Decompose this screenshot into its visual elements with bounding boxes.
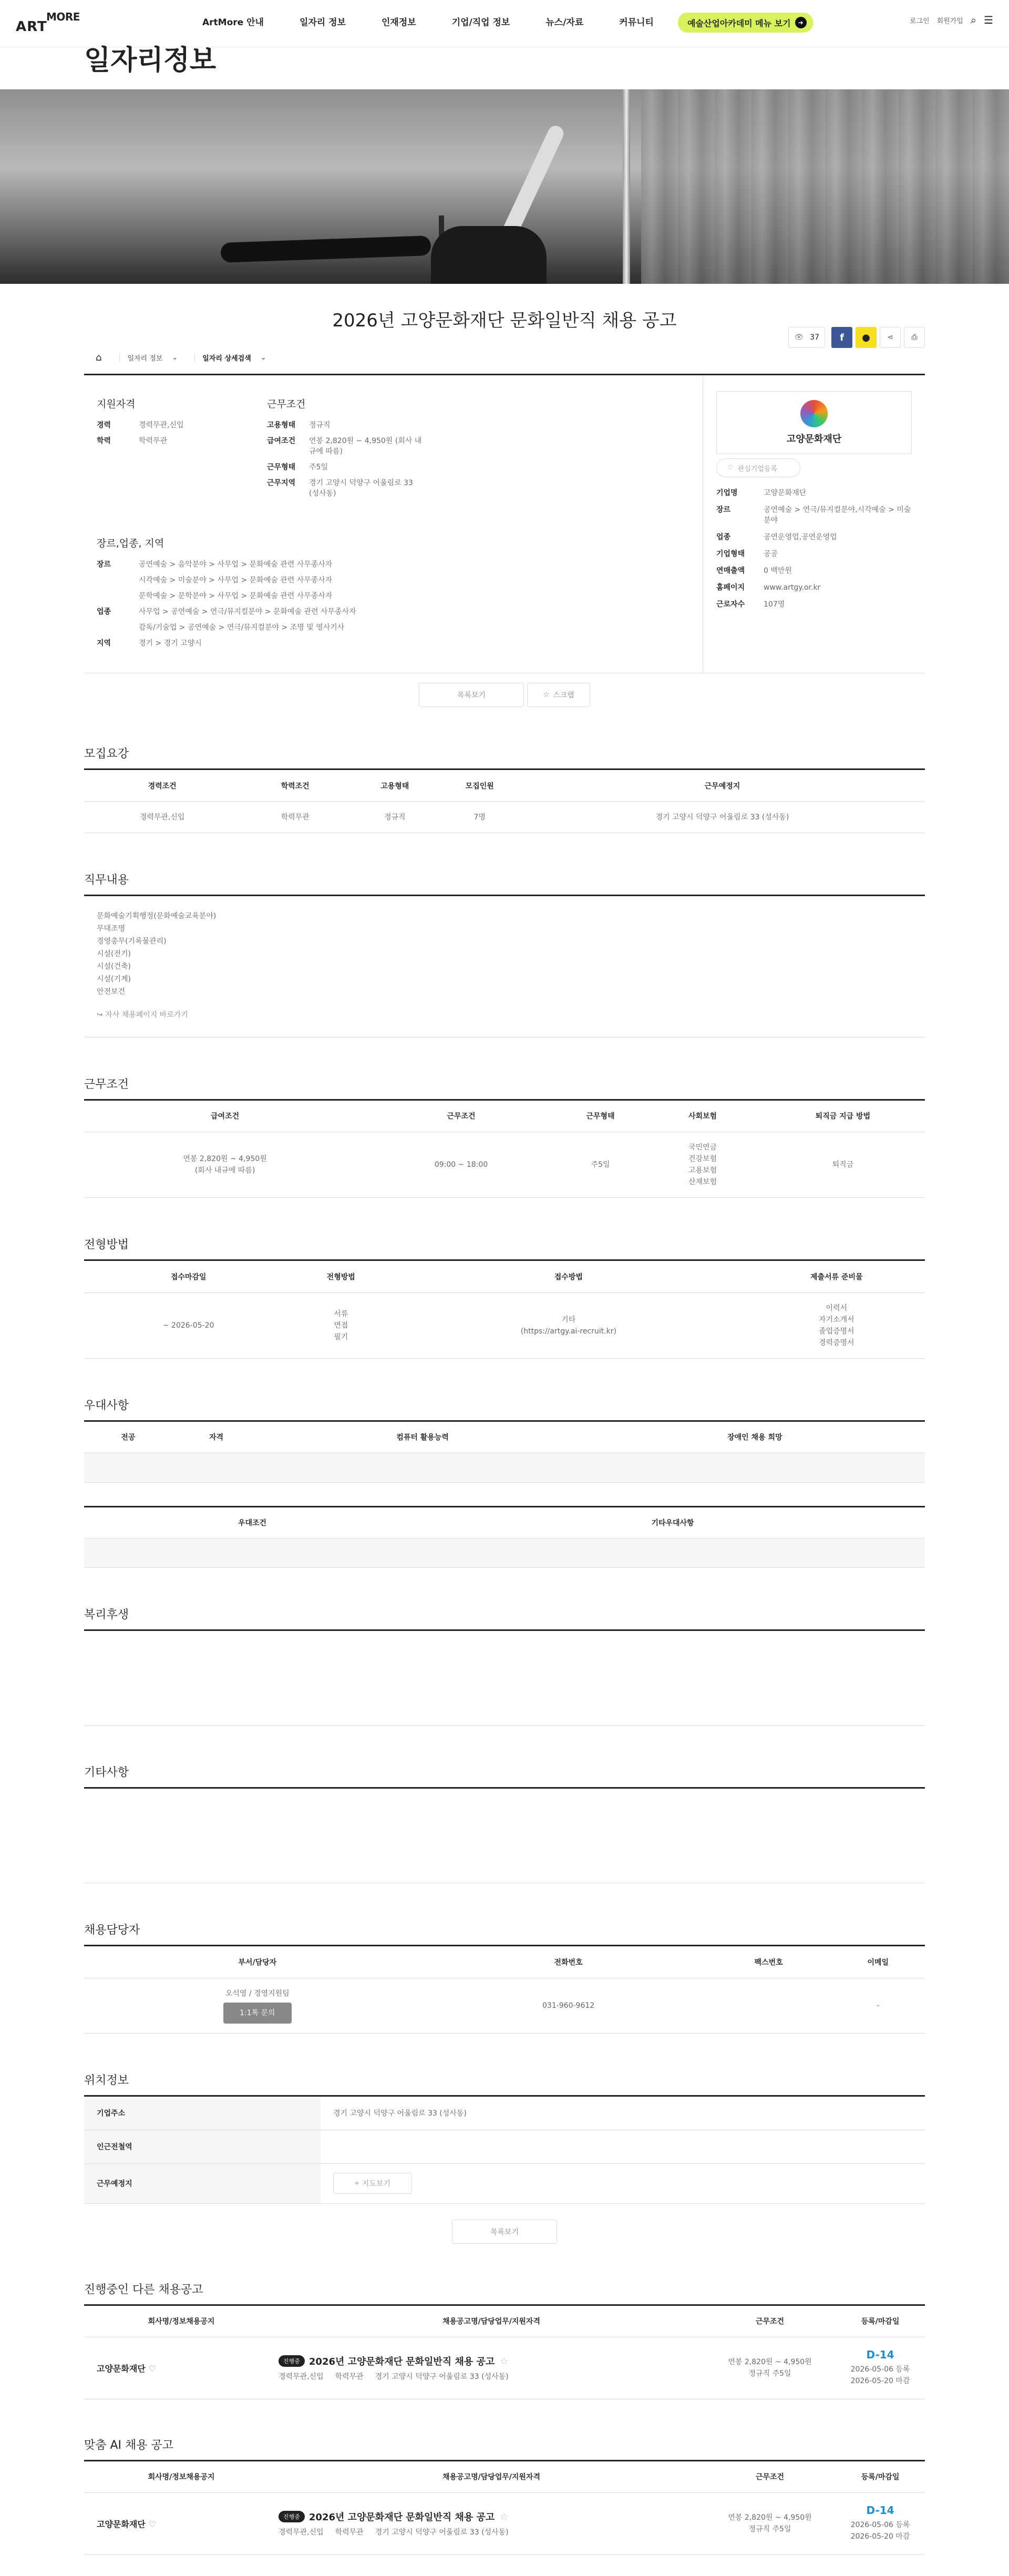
ai-jobs-heading: 맞춤 AI 채용 공고 xyxy=(84,2436,925,2461)
star-icon[interactable]: ☆ xyxy=(500,2355,509,2367)
col-header: 학력조건 xyxy=(240,770,350,802)
col-header: 급여조건 xyxy=(84,1101,366,1132)
salary: 연봉 2,820원 ~ 4,950원 xyxy=(728,2358,812,2366)
kv-key: 장르 xyxy=(97,560,111,569)
kv-key: 학력 xyxy=(97,437,111,445)
map-label: 지도보기 xyxy=(362,2180,390,2188)
dancer-arm-shape xyxy=(501,123,566,239)
manager-table xyxy=(84,1946,925,2034)
dept: 오석영 / 경영지원팀 xyxy=(225,1989,290,1998)
ai-jobs-section xyxy=(84,2436,925,2555)
job-dates xyxy=(836,2505,925,2542)
kv-value: 정규직 xyxy=(309,421,331,429)
col-header: 기타우대사항 xyxy=(420,1507,925,1538)
job-row[interactable] xyxy=(84,2337,925,2399)
etc-body xyxy=(84,1789,925,1883)
status-badge: 진행중 xyxy=(279,2355,305,2367)
col-header: 등록/마감일 xyxy=(861,2473,900,2481)
kv-value: 시각예술 > 미술분야 > 사무업 > 문화예술 관련 사무종사자 xyxy=(139,576,333,584)
kv-key xyxy=(97,591,139,601)
company-recruit-page-link[interactable]: ↪ 자사 채용페이지 바로가기 xyxy=(97,1010,188,1019)
insurance-item: 국민연금 xyxy=(688,1143,717,1152)
kv-row xyxy=(267,462,425,473)
col-header: 퇴직금 지급 방법 xyxy=(761,1101,925,1132)
kv-key: 고용형태 xyxy=(267,421,296,429)
kv-key: 홈페이지 xyxy=(716,583,745,592)
kv-key: 지역 xyxy=(97,639,111,648)
company-info xyxy=(703,375,925,673)
prefer-table xyxy=(84,1422,925,1454)
salary: 연봉 2,820원 ~ 4,950원 xyxy=(728,2513,812,2522)
company-details xyxy=(716,488,912,610)
meta-item: 학력무관 xyxy=(335,2528,364,2537)
col-header: 사회보험 xyxy=(644,1101,761,1132)
col-header: 채용공고명/담당업무/지원자격 xyxy=(442,2473,541,2481)
kv-key: 근무형태 xyxy=(267,463,296,471)
kv-key: 기업명 xyxy=(716,489,738,497)
insurance-cell xyxy=(644,1132,761,1198)
kv-value: 문학예술 > 문학분야 > 사무업 > 문화예술 관련 사무종사자 xyxy=(139,592,333,600)
company-row xyxy=(716,549,912,559)
kv-value: 사무업 > 공연예술 > 연극/뮤지컬분야 > 문화예술 관련 사무종사자 xyxy=(139,608,356,616)
empty-row xyxy=(84,1453,925,1483)
empty-row xyxy=(84,1538,925,1568)
salary-cell xyxy=(84,1132,366,1198)
salary-note: (회사 내규에 따름) xyxy=(194,1166,255,1175)
work-heading: 근무조건 xyxy=(84,1075,925,1101)
job-company xyxy=(84,2518,279,2530)
kv-row xyxy=(97,436,267,446)
logo-more: MORE xyxy=(46,11,80,23)
cell: ~ 2026-05-20 xyxy=(84,1292,293,1358)
location-heading: 위치정보 xyxy=(84,2071,925,2097)
map-pin-icon: ⌖ xyxy=(355,2179,359,2188)
share-bar xyxy=(788,327,925,348)
kv-row xyxy=(267,436,425,457)
job-info xyxy=(279,2354,704,2382)
kv-key: 연매출액 xyxy=(716,567,745,575)
docs-cell xyxy=(748,1292,925,1358)
menu-talent[interactable]: 인재정보 xyxy=(381,17,416,28)
col-header: 자격 xyxy=(172,1422,261,1453)
logo[interactable] xyxy=(16,8,84,35)
insurance-item: 고용보험 xyxy=(688,1166,717,1175)
cell: - xyxy=(831,1978,925,2033)
kv-value: 경기 고양시 덕양구 어울림로 33 (성사동) xyxy=(309,479,413,498)
col-header: 컴퓨터 활용능력 xyxy=(261,1422,585,1453)
recruit-heading: 모집요강 xyxy=(84,745,925,770)
kv-value: 경력무관,신입 xyxy=(139,421,184,429)
kv-key: 급여조건 xyxy=(267,437,296,445)
cell xyxy=(706,1978,831,2033)
academy-menu-label: 예술산업아카데미 메뉴 보기 xyxy=(687,18,791,28)
table-row xyxy=(84,802,925,833)
work-table xyxy=(84,1101,925,1198)
cond: 정규직 xyxy=(748,2525,770,2533)
table-row xyxy=(84,1978,925,2033)
company-row xyxy=(716,599,912,610)
kv-value: 주5일 xyxy=(309,463,328,471)
meta-item: 경기 고양시 덕양구 어울림로 33 (성사동) xyxy=(375,2373,509,2381)
duty-heading: 직무내용 xyxy=(84,871,925,896)
end-date: 2026-05-20 마감 xyxy=(850,2377,910,2385)
col-header: 근무조건 xyxy=(755,2317,785,2326)
col-header: 근무형태 xyxy=(557,1101,644,1132)
kv-key xyxy=(97,575,139,586)
job-meta xyxy=(279,2371,704,2382)
dept-cell xyxy=(84,1978,431,2033)
duty-item: 무대조명 xyxy=(97,924,126,933)
cell: 031-960-9612 xyxy=(431,1978,706,2033)
conditions-block xyxy=(267,396,425,504)
list-button-bottom[interactable]: 목록보기 xyxy=(452,2220,557,2244)
breadcrumb-detail[interactable]: 일자리 상세검색 xyxy=(202,354,251,363)
loc-value: 경기 고양시 덕양구 어울림로 33 (성사동) xyxy=(333,2109,467,2118)
col-header: 장애인 채용 희망 xyxy=(585,1422,925,1453)
col-header: 우대조건 xyxy=(84,1507,420,1538)
job-conditions xyxy=(704,2356,836,2379)
summary-buttons xyxy=(84,683,925,707)
col-header: 접수마감일 xyxy=(84,1261,293,1292)
academy-menu-button[interactable] xyxy=(678,13,813,33)
print-icon[interactable]: ⎙ xyxy=(904,327,925,348)
kv-row xyxy=(97,575,690,586)
col-header: 모집인원 xyxy=(440,770,520,802)
job-dates xyxy=(836,2349,925,2387)
col-header: 경력조건 xyxy=(84,770,240,802)
main-menu xyxy=(202,13,813,33)
login-link[interactable]: 로그인 xyxy=(909,17,930,25)
kv-row xyxy=(267,420,425,430)
job-conditions xyxy=(704,2512,836,2535)
heart-icon[interactable]: ♡ xyxy=(148,2519,157,2529)
dancer-body-shape xyxy=(431,226,547,284)
scrap-label: 스크랩 xyxy=(552,691,574,700)
genre-block xyxy=(97,536,690,649)
kv-value: 공공 xyxy=(764,550,778,558)
star-icon: ☆ xyxy=(543,691,550,699)
cell: 학력무관 xyxy=(240,802,350,833)
global-nav xyxy=(0,0,1009,76)
cond: 주5일 xyxy=(772,2525,791,2533)
doc: 경력증명서 xyxy=(818,1338,854,1347)
dday-badge: D-14 xyxy=(866,2504,894,2517)
insurance-item: 산재보험 xyxy=(688,1178,717,1186)
kv-row xyxy=(97,622,690,633)
kv-key: 업종 xyxy=(716,533,731,541)
company-row xyxy=(716,488,912,498)
job-info xyxy=(279,2510,704,2537)
col-header: 제출서류 준비물 xyxy=(748,1261,925,1292)
col-header: 회사명/정보채용공지 xyxy=(148,2317,215,2326)
page-title: 일자리정보 xyxy=(84,45,217,76)
company-name[interactable]: 고양문화재단 xyxy=(97,2363,146,2374)
col-header: 근무조건 xyxy=(366,1101,557,1132)
favorite-label: 관심기업등록 xyxy=(737,465,778,473)
location-section xyxy=(84,2071,925,2244)
chevron-down-icon[interactable]: ⌄ xyxy=(260,353,266,362)
col-header: 접수방법 xyxy=(389,1261,748,1292)
ai-jobs-header xyxy=(84,2461,925,2493)
salary-line: 연봉 2,820원 ~ 4,950원 xyxy=(183,1155,267,1163)
status-badge: 진행중 xyxy=(279,2511,305,2522)
col-header: 이메일 xyxy=(831,1946,925,1978)
homepage-link[interactable]: www.artgy.or.kr xyxy=(764,583,821,592)
cell: 09:00 ~ 18:00 xyxy=(366,1132,557,1198)
doc: 졸업증명서 xyxy=(818,1327,854,1336)
duty-list xyxy=(84,896,925,1038)
map-button[interactable] xyxy=(333,2173,412,2194)
prefer-table-2 xyxy=(84,1506,925,1538)
company-row xyxy=(716,505,912,526)
chat-inquiry-button[interactable]: 1:1톡 문의 xyxy=(223,2003,292,2024)
cond: 정규직 xyxy=(748,2369,770,2378)
kv-value: 공연운영업,공연운영업 xyxy=(764,533,837,541)
cell: 7명 xyxy=(440,802,520,833)
view-count-value: 37 xyxy=(810,333,819,342)
kv-key xyxy=(97,622,139,633)
pole-shape xyxy=(623,89,630,284)
step: 필기 xyxy=(334,1332,348,1341)
col-header: 고용형태 xyxy=(350,770,440,802)
other-jobs-header xyxy=(84,2306,925,2337)
kv-value: 공연예술 > 연극/뮤지컬분야,시각예술 > 미술분야 xyxy=(764,506,911,525)
company-logo-mark xyxy=(800,400,828,427)
duty-section xyxy=(84,871,925,1038)
hamburger-menu-icon[interactable]: ☰ xyxy=(984,14,993,26)
duty-item: 경영총무(기록물관리) xyxy=(97,937,167,946)
kv-row xyxy=(97,638,690,649)
heart-icon[interactable]: ♡ xyxy=(148,2363,157,2374)
job-link[interactable]: 2026년 고양문화재단 문화일반직 채용 공고 xyxy=(308,2356,495,2367)
share-icon[interactable]: ⋖ xyxy=(880,327,901,348)
welfare-section xyxy=(84,1606,925,1726)
col-header: 팩스번호 xyxy=(706,1946,831,1978)
eye-icon: 👁 xyxy=(794,333,804,342)
loc-key: 인근전철역 xyxy=(84,2130,321,2163)
search-icon[interactable]: ⌕ xyxy=(970,14,977,26)
process-table xyxy=(84,1261,925,1359)
reg-date: 2026-05-06 등록 xyxy=(850,2365,910,2374)
kv-value: 경기 > 경기 고양시 xyxy=(139,639,202,648)
company-row xyxy=(716,582,912,593)
duty-item: 문화예술기획행정(문화예술교육분야) xyxy=(97,911,217,920)
facebook-share-icon[interactable]: f xyxy=(831,327,852,348)
manager-heading: 채용담당자 xyxy=(84,1921,925,1946)
other-jobs-section xyxy=(84,2281,925,2399)
step: 면접 xyxy=(334,1321,348,1330)
insurance-item: 건강보험 xyxy=(688,1155,717,1163)
kv-value: 공연예술 > 음악분야 > 사무업 > 문화예술 관련 사무종사자 xyxy=(139,560,333,569)
col-header: 채용공고명/담당업무/지원자격 xyxy=(442,2317,541,2326)
method-url[interactable]: (https://artgy.ai-recruit.kr) xyxy=(520,1327,616,1336)
kv-key: 장르 xyxy=(716,506,731,514)
list-button[interactable]: 목록보기 xyxy=(419,683,524,707)
etc-section xyxy=(84,1763,925,1883)
table-row xyxy=(84,1292,925,1358)
loc-key: 근무예정지 xyxy=(84,2164,321,2203)
heart-icon: ♡ xyxy=(727,464,734,472)
kv-key: 업종 xyxy=(97,608,111,616)
job-title: 2026년 고양문화재단 문화일반직 채용 공고 xyxy=(332,310,677,331)
recruit-table xyxy=(84,770,925,833)
conditions-heading: 근무조건 xyxy=(267,398,306,410)
bottom-buttons xyxy=(84,2220,925,2244)
job-row[interactable] xyxy=(84,2493,925,2555)
loc-key: 기업주소 xyxy=(84,2097,321,2130)
kv-value: 0 백만원 xyxy=(764,567,792,575)
kv-row xyxy=(267,478,425,499)
company-name[interactable]: 고양문화재단 xyxy=(97,2519,146,2529)
logo-art: ART xyxy=(16,19,47,35)
menu-jobs[interactable]: 일자리 정보 xyxy=(299,17,346,28)
qualification-heading: 지원자격 xyxy=(97,398,136,410)
prefer-section xyxy=(84,1397,925,1568)
kakao-share-icon[interactable]: ● xyxy=(856,327,877,348)
favorite-company-button[interactable] xyxy=(716,458,800,477)
star-icon[interactable]: ☆ xyxy=(500,2511,509,2522)
kv-value: 학력무관 xyxy=(139,437,168,445)
dday-badge: D-14 xyxy=(866,2348,894,2361)
table-row xyxy=(84,1132,925,1198)
kv-key: 근로자수 xyxy=(716,600,745,609)
step: 서류 xyxy=(334,1309,348,1318)
method-cell xyxy=(389,1292,748,1358)
curtain-shape xyxy=(641,89,1009,284)
duty-item: 시설(건축) xyxy=(97,962,131,971)
duty-item: 시설(전기) xyxy=(97,949,131,958)
kv-key: 기업형태 xyxy=(716,550,745,558)
chevron-down-icon[interactable]: ⌄ xyxy=(172,353,178,362)
loc-value xyxy=(321,2130,925,2163)
job-link[interactable]: 2026년 고양문화재단 문화일반직 채용 공고 xyxy=(308,2512,495,2523)
company-row xyxy=(716,532,912,542)
etc-heading: 기타사항 xyxy=(84,1763,925,1789)
doc: 자기소개서 xyxy=(818,1315,854,1324)
col-header: 부서/담당자 xyxy=(84,1946,431,1978)
col-header: 전형방법 xyxy=(293,1261,389,1292)
content xyxy=(84,306,925,2555)
meta-item: 학력무관 xyxy=(335,2373,364,2381)
kv-row xyxy=(97,559,690,570)
meta-item: 경력무관,신입 xyxy=(279,2373,324,2381)
job-title-line xyxy=(279,2510,704,2523)
cell: 퇴직금 xyxy=(761,1132,925,1198)
cond: 주5일 xyxy=(772,2369,791,2378)
welfare-body xyxy=(84,1631,925,1726)
menu-news[interactable]: 뉴스/자료 xyxy=(545,17,584,28)
col-header: 근무예정지 xyxy=(520,770,925,802)
method: 기타 xyxy=(561,1315,576,1324)
doc: 이력서 xyxy=(826,1304,848,1312)
kv-value: 고양문화재단 xyxy=(764,489,807,497)
reg-date: 2026-05-06 등록 xyxy=(850,2521,910,2529)
company-logo-name: 고양문화재단 xyxy=(786,434,842,445)
job-company xyxy=(84,2362,279,2374)
col-header: 전화번호 xyxy=(431,1946,706,1978)
summary-left xyxy=(84,375,703,673)
job-title-line xyxy=(279,2354,704,2368)
other-jobs-heading: 진행중인 다른 채용공고 xyxy=(84,2281,925,2306)
work-section xyxy=(84,1075,925,1198)
meta-item: 경기 고양시 덕양구 어울림로 33 (성사동) xyxy=(375,2528,509,2537)
duty-item: 시설(기계) xyxy=(97,974,131,983)
dancer-leg-shape xyxy=(220,235,431,263)
menu-artmore[interactable]: ArtMore 안내 xyxy=(202,17,264,28)
job-summary xyxy=(84,374,925,673)
job-meta xyxy=(279,2527,704,2537)
company-logo[interactable] xyxy=(716,391,912,454)
kv-row xyxy=(97,591,690,601)
kv-key: 경력 xyxy=(97,421,111,429)
recruit-section xyxy=(84,745,925,833)
col-header: 회사명/정보채용공지 xyxy=(148,2473,215,2481)
cell: 경력무관,신입 xyxy=(84,802,240,833)
qualification-block xyxy=(97,396,267,504)
kv-value: 감독/기술업 > 공연예술 > 연극/뮤지컬분야 > 조명 및 영사기사 xyxy=(139,623,345,632)
kv-row xyxy=(97,420,267,430)
util-menu xyxy=(902,14,993,26)
view-count xyxy=(788,327,825,348)
location-row xyxy=(84,2130,925,2164)
process-section xyxy=(84,1236,925,1359)
join-link[interactable]: 회원가입 xyxy=(936,17,963,25)
genre-heading: 장르,업종, 지역 xyxy=(97,538,164,549)
breadcrumb-jobs[interactable]: 일자리 정보 xyxy=(127,354,163,363)
scrap-button[interactable] xyxy=(527,683,590,707)
cell: 정규직 xyxy=(350,802,440,833)
company-row xyxy=(716,566,912,576)
cell: 주5일 xyxy=(557,1132,644,1198)
col-header: 등록/마감일 xyxy=(861,2317,900,2326)
duty-item: 안전보건 xyxy=(97,987,126,996)
loc-value xyxy=(321,2164,925,2203)
end-date: 2026-05-20 마감 xyxy=(850,2532,910,2541)
location-row xyxy=(84,2164,925,2204)
kv-row xyxy=(97,607,690,617)
col-header: 전공 xyxy=(84,1422,172,1453)
location-row xyxy=(84,2097,925,2130)
arrow-right-icon: ➜ xyxy=(795,17,807,28)
process-heading: 전형방법 xyxy=(84,1236,925,1261)
col-header: 근무조건 xyxy=(755,2473,785,2481)
kv-value: 연봉 2,820원 ~ 4,950원 (회사 내규에 따름) xyxy=(309,437,422,456)
manager-section xyxy=(84,1921,925,2034)
menu-company[interactable]: 기업/직업 정보 xyxy=(451,17,510,28)
welfare-heading: 복리후생 xyxy=(84,1606,925,1631)
kv-value: 107명 xyxy=(764,600,785,609)
kv-key: 근무지역 xyxy=(267,479,296,487)
menu-community[interactable]: 커뮤니티 xyxy=(619,17,654,28)
steps-cell xyxy=(293,1292,389,1358)
prefer-heading: 우대사항 xyxy=(84,1397,925,1422)
cell: 경기 고양시 덕양구 어울림로 33 (성사동) xyxy=(520,802,925,833)
meta-item: 경력무관,신입 xyxy=(279,2528,324,2537)
home-icon[interactable]: ⌂ xyxy=(96,352,102,363)
